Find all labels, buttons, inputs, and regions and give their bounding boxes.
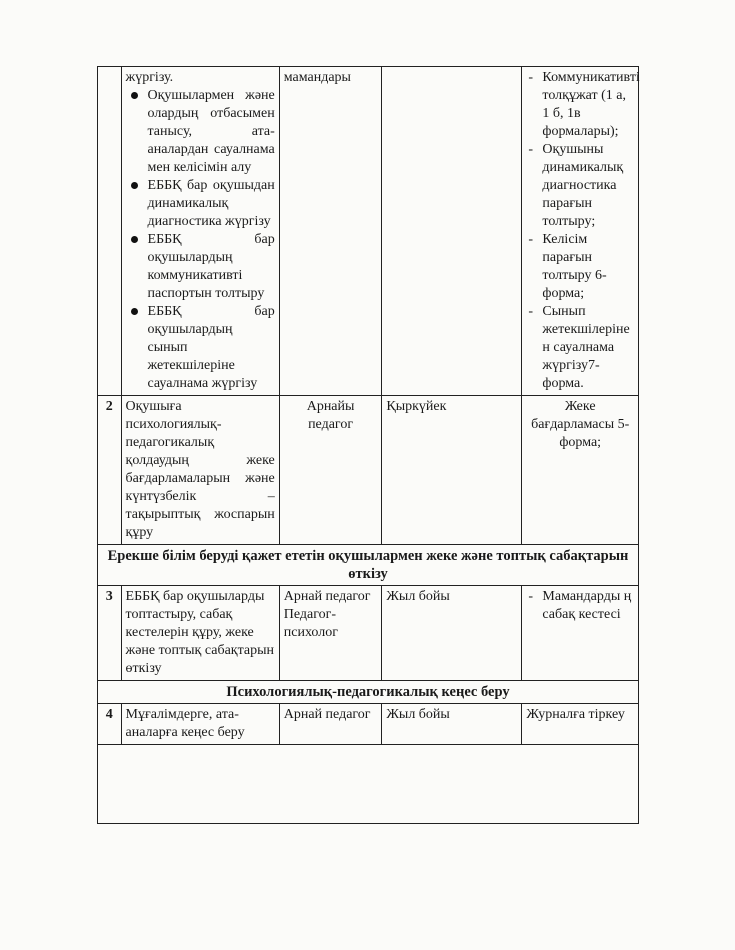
table-row <box>98 67 639 396</box>
empty-cell <box>98 745 639 824</box>
responsible-cell: Арнай педагог <box>279 704 382 745</box>
document-cell <box>522 67 639 396</box>
activity-cell: ЕББҚ бар оқушыларды топтастыру, сабақ кестелерін құру, жеке және топтық сабақтарын өткізу <box>121 586 279 681</box>
dash-icon: - <box>528 304 534 319</box>
list-item: ЕББҚ бар оқушылардың коммуникативті паспортын толтыру <box>148 231 275 303</box>
list-item: - Оқушыны динамикалық диагностика парағын толтыру; <box>528 142 624 229</box>
list-item: ЕББҚ бар оқушыдан динамикалық диагностика жүргізу <box>148 177 275 231</box>
responsible-cell: мамандары <box>279 67 382 396</box>
activity-cell <box>121 67 279 396</box>
row-number-cell <box>98 67 122 396</box>
activity-cell: Оқушыға психологиялық-педагогикалық қолдаудың жеке бағдарламаларын және күнтүзбелік – тақырыптық жоспарын құру <box>121 396 279 545</box>
row-number-cell: 2 <box>98 396 122 545</box>
list-item: - Сынып жетекшілеріне н сауалнама жүргізу7-форма. <box>528 304 630 391</box>
row-number-cell: 3 <box>98 586 122 681</box>
bullet-icon <box>131 308 138 315</box>
table-row <box>98 704 639 745</box>
list-item: - Мамандарды ң сабақ кестесі <box>528 589 632 622</box>
document-cell <box>522 586 639 681</box>
table-row <box>98 586 639 681</box>
list-item: Оқушылармен және олардың отбасымен танысу, ата-аналардан сауалнама мен келісімін алу <box>148 87 275 177</box>
empty-row <box>98 745 639 824</box>
table-row <box>98 396 639 545</box>
section-heading: Психологиялық-педагогикалық кеңес беру <box>98 681 639 704</box>
dash-icon: - <box>528 70 534 85</box>
dash-icon: - <box>528 589 534 604</box>
section-heading-row <box>98 681 639 704</box>
document-list <box>526 588 634 624</box>
document-cell: Жеке бағдарламасы 5-форма; <box>522 396 639 545</box>
bullet-icon <box>131 92 138 99</box>
dash-icon: - <box>528 142 534 157</box>
term-cell <box>382 67 522 396</box>
row-number-cell: 4 <box>98 704 122 745</box>
dash-icon: - <box>528 232 534 247</box>
activity-bullet-list <box>126 87 275 393</box>
plan-table <box>97 66 639 824</box>
document-list <box>526 69 640 393</box>
activity-intro: жүргізу. <box>125 70 174 85</box>
bullet-icon <box>131 236 138 243</box>
term-cell: Жыл бойы <box>382 586 522 681</box>
term-cell: Жыл бойы <box>382 704 522 745</box>
document-cell: Журналға тіркеу <box>522 704 639 745</box>
responsible-cell: Арнай педагог Педагог-психолог <box>279 586 382 681</box>
list-item: - Коммуникативті толқұжат (1 а, 1 б, 1в формалары); <box>528 70 640 139</box>
list-item: ЕББҚ бар оқушылардың сынып жетекшілеріне сауалнама жүргізу <box>148 303 275 393</box>
bullet-icon <box>131 182 138 189</box>
activity-cell: Мұғалімдерге, ата-аналарға кеңес беру <box>121 704 279 745</box>
section-heading-row <box>98 545 639 586</box>
responsible-cell: Арнайы педагог <box>279 396 382 545</box>
list-item: - Келісім парағын толтыру 6-форма; <box>528 232 607 301</box>
section-heading: Ерекше білім беруді қажет ететін оқушылармен жеке және топтық сабақтарын өткізу <box>98 545 639 586</box>
term-cell: Қыркүйек <box>382 396 522 545</box>
